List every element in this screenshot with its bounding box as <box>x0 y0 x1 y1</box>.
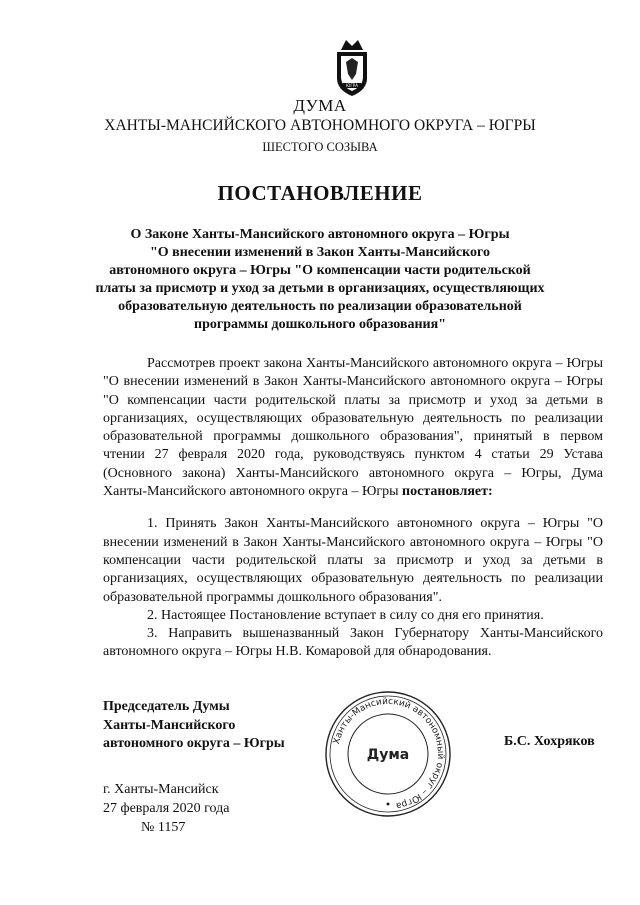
city: г. Ханты-Мансийск <box>103 782 219 797</box>
resolution-item: 2. Настоящее Постановление вступает в силу со дня его принятия. <box>147 607 544 623</box>
signatory-title-line: автономного округа – Югры <box>103 736 285 751</box>
signatory-title-line: Ханты-Мансийского <box>103 717 236 733</box>
official-stamp <box>322 688 454 820</box>
okrug-name: ХАНТЫ-МАНСИЙСКОГО АВТОНОМНОГО ОКРУГА – ЮГРЫ <box>104 117 536 134</box>
subject-line: образовательную деятельность по реализации образовательной <box>118 299 522 314</box>
stamp-center-text: Дума <box>366 747 410 763</box>
council-name: ДУМА <box>293 96 347 115</box>
emblem-caption: ЮГРА <box>346 83 358 88</box>
resolves-word: постановляет: <box>402 484 493 500</box>
signatory-title <box>103 698 285 754</box>
document-number: № 1157 <box>141 820 186 835</box>
stamp-ring-text: Ханты-Мансийский автономный округ – Югра <box>331 696 446 811</box>
signatory-name: Б.С. Хохряков <box>504 734 595 749</box>
document-type-title: ПОСТАНОВЛЕНИЕ <box>217 181 423 205</box>
preamble-text: Рассмотрев проект закона Ханты-Мансийского автономного округа – Югры "О внесении изменений в Закон Ханты-Мансийского автономного округа – Югры "О компенсации части родительской платы за присмотр и уход за детьми в организациях, осуществляющих образовательную деятельность по реализации образовательной программы дошкольного образования", принятый в первом чтении 27 февраля 2020 года, руководствуясь пунктом 4 статьи 29 Устава (Основного закона) Ханты-Мансийского автономного округа – Югры, Дума Ханты-Мансийского автономного округа – Югры <box>103 356 603 500</box>
resolution-item: 1. Принять Закон Ханты-Мансийского автономного округа – Югры "О внесении изменений в Закон Ханты-Мансийского автономного округа – Югры "О компенсации части родительской платы за присмотр и уход за детьми в организациях, осуществляющих образовательную деятельность по реализации образовательной программы дошкольного образования". <box>103 516 603 605</box>
coat-of-arms-emblem <box>327 36 377 98</box>
subject-line: программы дошкольного образования" <box>194 317 446 332</box>
place-and-date <box>103 780 230 837</box>
document-body <box>103 355 603 662</box>
subject-line: автономного округа – Югры "О компенсации части родительской <box>109 263 531 278</box>
subject-line: О Законе Ханты-Мансийского автономного округа – Югры <box>130 227 510 242</box>
date: 27 февраля 2020 года <box>103 801 230 816</box>
signatory-title-line: Председатель Думы <box>103 699 230 714</box>
subject-line: платы за присмотр и уход за детьми в организациях, осуществляющих <box>95 281 545 296</box>
subject-line: "О внесении изменений в Закон Ханты-Мансийского <box>150 245 490 260</box>
preamble-paragraph <box>103 355 603 501</box>
resolution-item: 3. Направить вышеназванный Закон Губернатору Ханты-Мансийского автономного округа – Югры Н.В. Комаровой для обнародования. <box>103 626 603 660</box>
document-subject <box>95 226 545 334</box>
convocation-label: ШЕСТОГО СОЗЫВА <box>262 140 378 154</box>
